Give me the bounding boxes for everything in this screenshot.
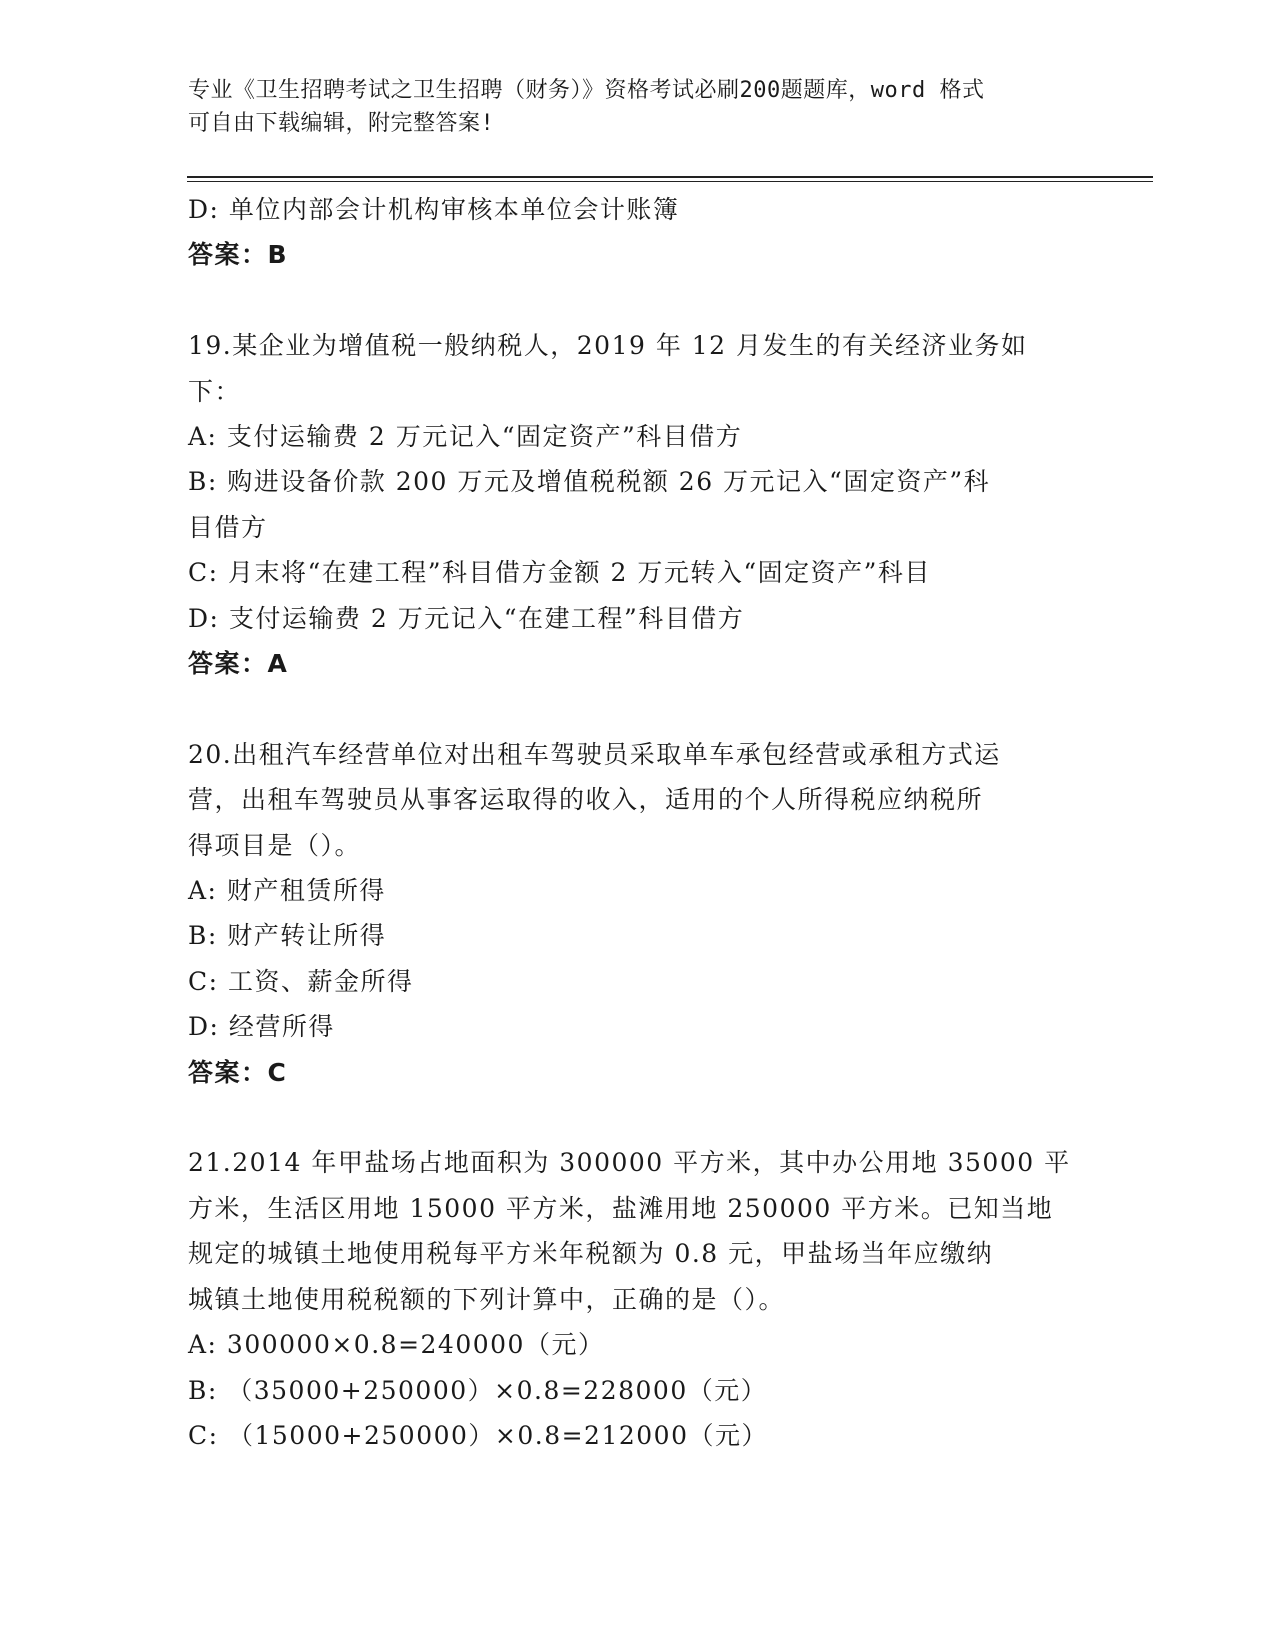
q18-answer: 答案：B xyxy=(188,240,289,270)
document-header xyxy=(188,74,1068,140)
q19-option-b-line-2: 目借方 xyxy=(188,512,268,542)
q19-stem-line-1: 19.某企业为增值税一般纳税人，2019 年 12 月发生的有关经济业务如 xyxy=(188,331,1028,361)
q20-option-d: D: 经营所得 xyxy=(188,1012,335,1042)
question-18-tail xyxy=(188,187,1068,278)
question-20 xyxy=(188,732,1068,1095)
q20-answer: 答案：C xyxy=(188,1057,288,1087)
spacer xyxy=(188,1095,1068,1140)
header-divider-thin xyxy=(187,181,1153,182)
header-line-2: 可自由下载编辑，附完整答案! xyxy=(188,111,495,136)
q21-stem-line-4: 城镇土地使用税税额的下列计算中，正确的是（）。 xyxy=(188,1284,786,1314)
q20-option-b: B: 财产转让所得 xyxy=(188,921,387,951)
q21-stem-line-3: 规定的城镇土地使用税每平方米年税额为 0.8 元，甲盐场当年应缴纳 xyxy=(188,1239,994,1269)
q21-stem-line-2: 方米，生活区用地 15000 平方米，盐滩用地 250000 平方米。已知当地 xyxy=(188,1193,1054,1223)
spacer xyxy=(188,278,1068,323)
question-21 xyxy=(188,1140,1071,1458)
header-divider-thick xyxy=(187,176,1153,178)
q20-option-a: A: 财产租赁所得 xyxy=(188,876,386,906)
q20-stem-line-3: 得项目是（）。 xyxy=(188,830,362,860)
q19-stem-line-2: 下： xyxy=(188,376,242,406)
q19-answer: 答案：A xyxy=(188,649,289,679)
q21-option-a: A: 300000×0.8=240000（元） xyxy=(188,1330,605,1360)
q20-stem-line-1: 20.出租汽车经营单位对出租车驾驶员采取单车承包经营或承租方式运 xyxy=(188,739,1001,769)
q20-stem-line-2: 营，出租车驾驶员从事客运取得的收入，适用的个人所得税应纳税所 xyxy=(188,785,984,815)
q21-option-b: B: （35000+250000）×0.8=228000（元） xyxy=(188,1375,768,1405)
q18-option-d: D: 单位内部会计机构审核本单位会计账簿 xyxy=(188,195,680,224)
question-19 xyxy=(188,323,1068,686)
q19-option-d: D: 支付运输费 2 万元记入“在建工程”科目借方 xyxy=(188,603,745,633)
q19-option-c: C: 月末将“在建工程”科目借方金额 2 万元转入“固定资产”科目 xyxy=(188,558,931,588)
q21-option-c: C: （15000+250000）×0.8=212000（元） xyxy=(188,1420,768,1450)
q19-option-a: A: 支付运输费 2 万元记入“固定资产”科目借方 xyxy=(188,422,743,452)
q20-option-c: C: 工资、薪金所得 xyxy=(188,966,414,996)
document-body xyxy=(188,187,1071,1458)
spacer xyxy=(188,686,1068,731)
header-line-1: 专业《卫生招聘考试之卫生招聘（财务）》资格考试必刷200题题库，word 格式 xyxy=(188,78,985,103)
q21-stem-line-1: 21.2014 年甲盐场占地面积为 300000 平方米，其中办公用地 35000 平 xyxy=(188,1148,1071,1178)
q19-option-b-line-1: B: 购进设备价款 200 万元及增值税税额 26 万元记入“固定资产”科 xyxy=(188,467,991,497)
